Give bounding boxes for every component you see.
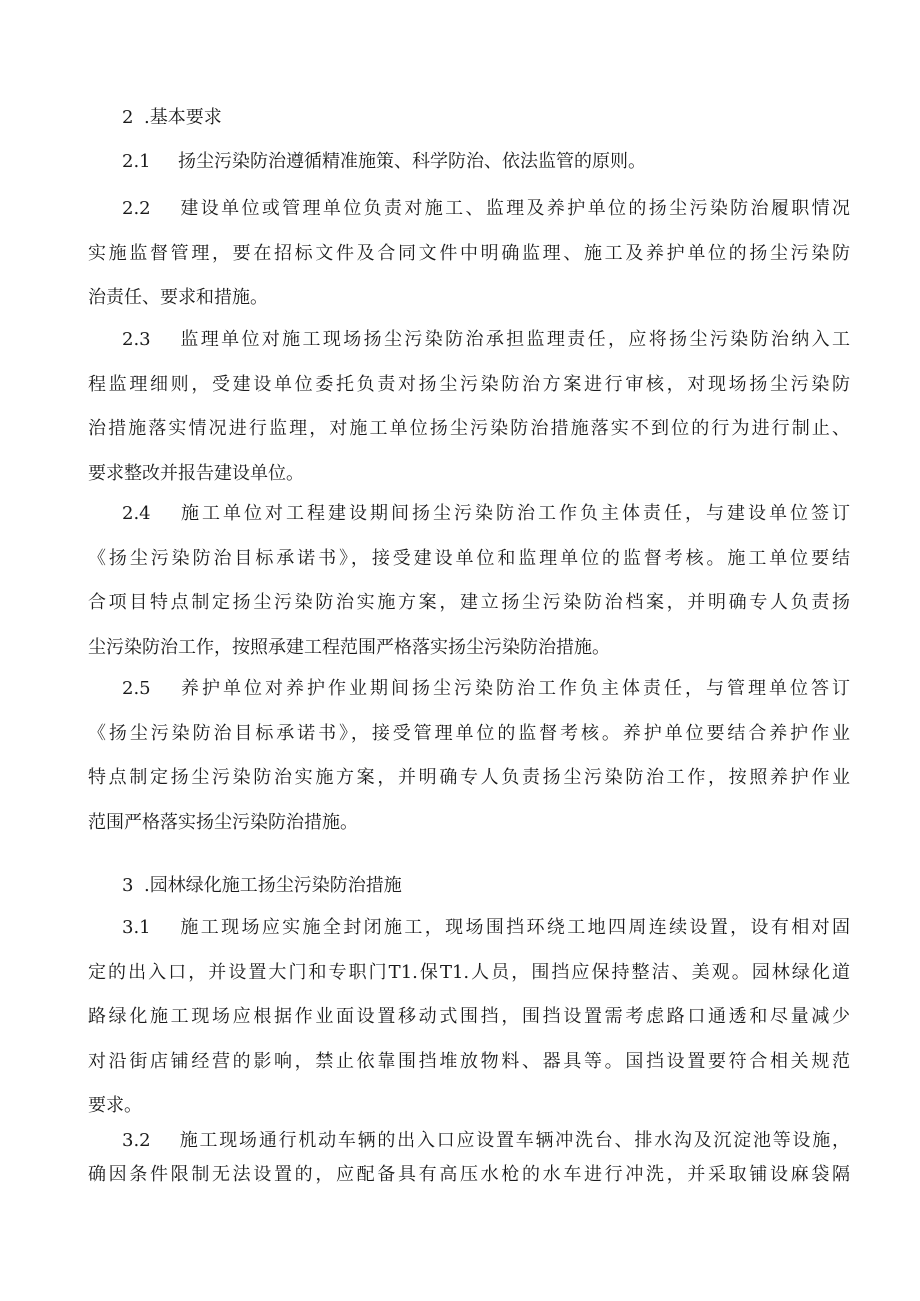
paragraph-line: 2.1 扬尘污染防治遵循精准施策、科学防治、依法监管的原则。 <box>88 140 850 185</box>
paragraph-line: 3.1 施工现场应实施全封闭施工，现场围挡环绕工地四周连续设置，设有相对固 <box>88 906 850 951</box>
paragraph-line: 定的出入口，并设置大门和专职门T1.保T1.人员，围挡应保持整洁、美观。园林绿化道 <box>88 961 850 983</box>
section-heading-2 <box>122 106 222 130</box>
clause-number: 2.3 <box>122 329 151 350</box>
clause-number: 2.5 <box>122 678 151 699</box>
clause-number: 3.1 <box>122 917 151 938</box>
clause-number: 3.2 <box>122 1130 151 1151</box>
paragraph-line: 实施监督管理，要在招标文件及合同文件中明确监理、施工及养护单位的扬尘污染防 <box>88 242 850 264</box>
heading-text: .基本要求 <box>144 107 222 128</box>
paragraph-line: 尘污染防治工作，按照承建工程范围严格落实扬尘污染防治措施。 <box>88 636 610 658</box>
paragraph-line: 《扬尘污染防治目标承诺书》，接受管理单位的监督考核。养护单位要结合养护作业 <box>88 722 850 744</box>
paragraph-line: 治措施落实情况进行监理，对施工单位扬尘污染防治措施落实不到位的行为进行制止、 <box>88 418 850 440</box>
paragraph-line: 要求整改并报告建设单位。 <box>88 462 304 484</box>
paragraph-line: 程监理细则，受建设单位委托负责对扬尘污染防治方案进行审核，对现场扬尘污染防 <box>88 373 850 395</box>
clause-number: 2.2 <box>122 198 151 219</box>
paragraph-line: 3.2 施工现场通行机动车辆的出入口应设置车辆冲洗台、排水沟及沉淀池等设施， <box>88 1124 850 1158</box>
paragraph-2-4 <box>88 492 850 670</box>
clause-number: 2.1 <box>122 151 151 172</box>
paragraph-line: 确因条件限制无法设置的，应配备具有高压水枪的水车进行冲洗，并采取铺设麻袋隔 <box>88 1164 850 1185</box>
paragraph-line: 2.2 建设单位或管理单位负责对施工、监理及养护单位的扬尘污染防治履职情况 <box>88 187 850 232</box>
heading-number: 3 <box>122 875 134 896</box>
paragraph-3-2 <box>88 1124 850 1192</box>
paragraph-2-1 <box>88 140 850 185</box>
paragraph-line: 2.4 施工单位对工程建设期间扬尘污染防治工作负主体责任，与建设单位签订 <box>88 492 850 537</box>
heading-text: .园林绿化施工扬尘污染防治措施 <box>144 875 402 896</box>
paragraph-line: 特点制定扬尘污染防治实施方案，并明确专人负责扬尘污染防治工作，按照养护作业 <box>88 767 850 789</box>
paragraph-2-3 <box>88 318 850 496</box>
paragraph-line: 2.5 养护单位对养护作业期间扬尘污染防治工作负主体责任，与管理单位答订 <box>88 667 850 712</box>
paragraph-line: 要求。 <box>88 1095 142 1117</box>
section-heading-3 <box>122 874 402 898</box>
paragraph-line: 合项目特点制定扬尘污染防治实施方案，建立扬尘污染防治档案，并明确专人负责扬 <box>88 592 850 614</box>
paragraph-line: 路绿化施工现场应根据作业面设置移动式围挡，围挡设置需考虑路口通透和尽量减少 <box>88 1006 850 1028</box>
paragraph-line: 对沿街店铺经营的影响，禁止依靠围挡堆放物料、器具等。国挡设置要符合相关规范 <box>88 1050 850 1072</box>
paragraph-line: 2.3 监理单位对施工现场扬尘污染防治承担监理责任，应将扬尘污染防治纳入工 <box>88 318 850 363</box>
paragraph-3-1 <box>88 906 850 1129</box>
paragraph-2-2 <box>88 187 850 321</box>
paragraph-line: 治责任、要求和措施。 <box>88 287 268 309</box>
heading-number: 2 <box>122 107 134 128</box>
paragraph-2-5 <box>88 667 850 845</box>
clause-number: 2.4 <box>122 503 151 524</box>
paragraph-line: 范围严格落实扬尘污染防治措施。 <box>88 811 358 833</box>
paragraph-line: 《扬尘污染防治目标承诺书》，接受建设单位和监理单位的监督考核。施工单位要结 <box>88 547 850 569</box>
